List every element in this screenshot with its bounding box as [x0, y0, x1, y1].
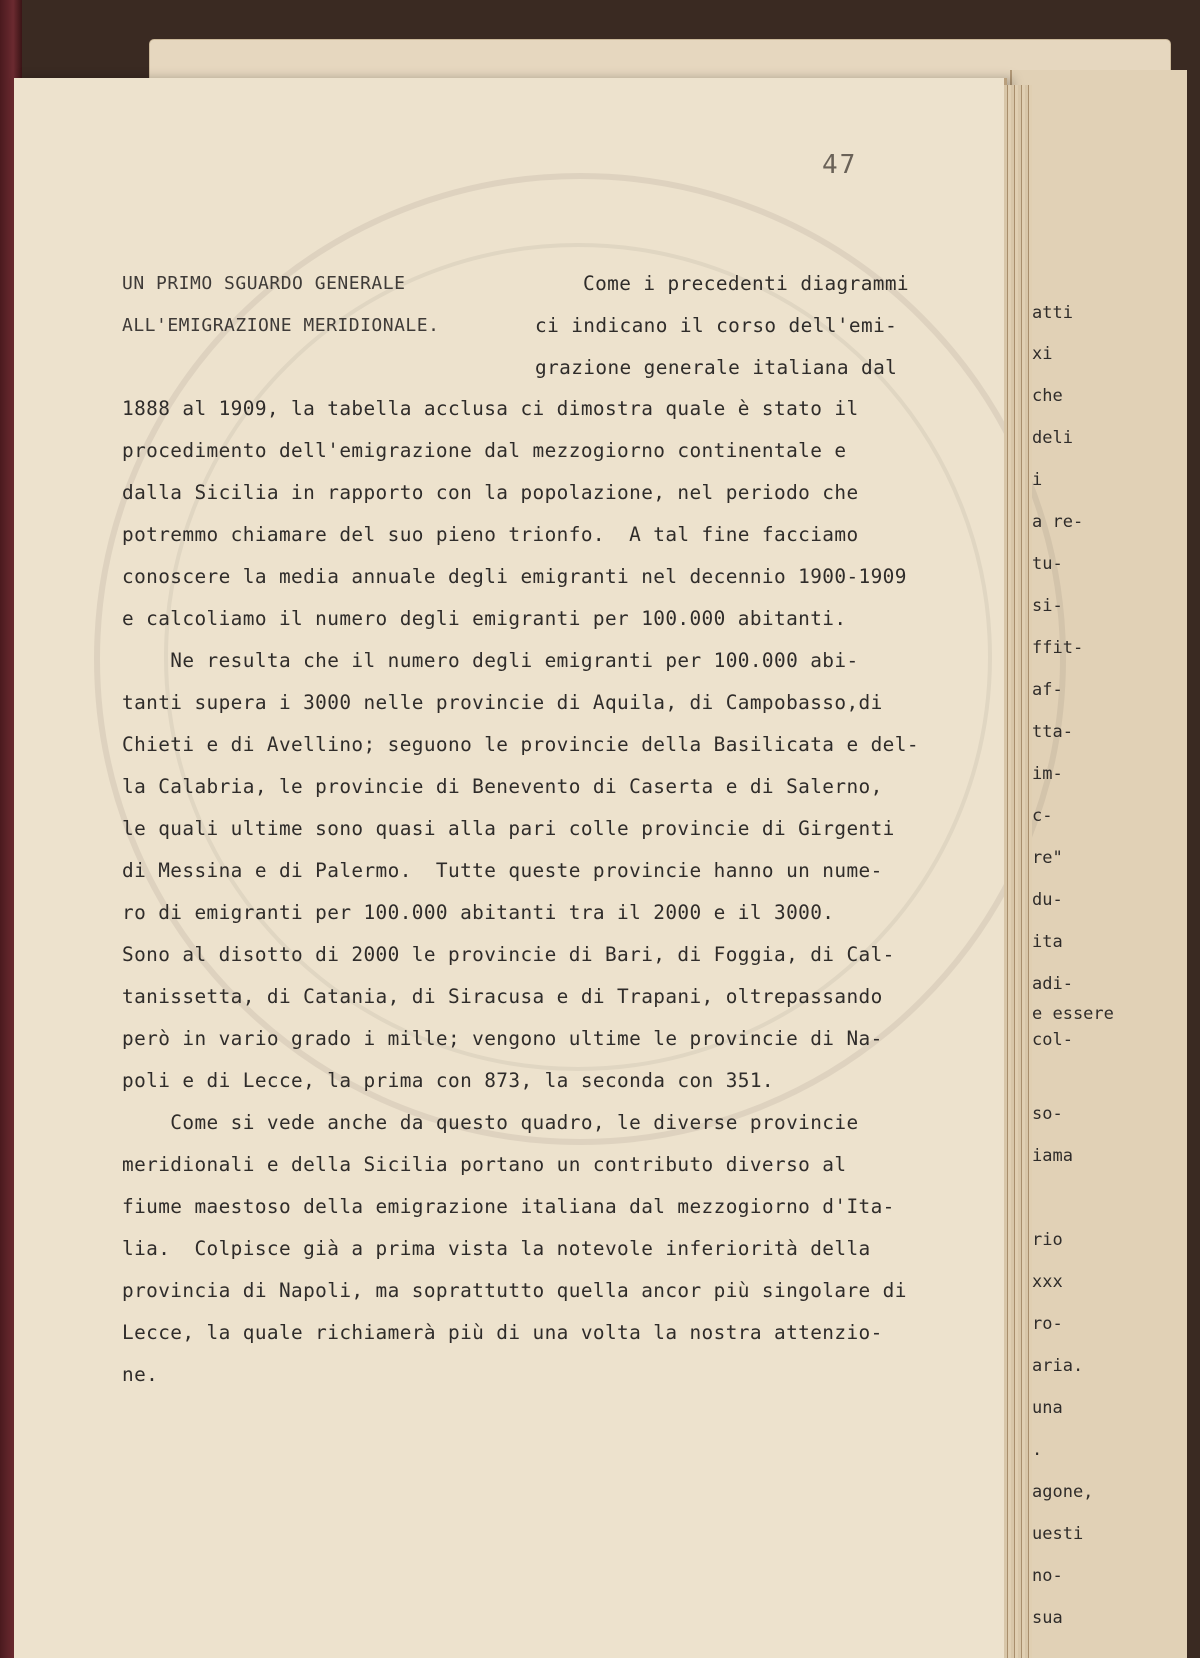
- margin-word: rio: [1032, 1230, 1063, 1250]
- text-line: Chieti e di Avellino; seguono le provincie della Basilicata e del-: [122, 733, 919, 756]
- margin-word: e essere: [1032, 1004, 1114, 1024]
- text-line: tanissetta, di Catania, di Siracusa e di Trapani, oltrepassando: [122, 985, 883, 1008]
- margin-word: so-: [1032, 1104, 1063, 1124]
- margin-word: i: [1032, 470, 1043, 490]
- text-line: conoscere la media annuale degli emigranti nel decennio 1900-1909: [122, 565, 907, 588]
- margin-word: ro-: [1032, 1314, 1063, 1334]
- margin-word: tta-: [1032, 722, 1073, 742]
- margin-word: du-: [1032, 890, 1063, 910]
- margin-word: una: [1032, 1398, 1063, 1418]
- margin-word: agone,: [1032, 1482, 1094, 1502]
- text-line: ro di emigranti per 100.000 abitanti tra il 2000 e il 3000.: [122, 901, 835, 924]
- margin-word: deli: [1032, 428, 1073, 448]
- text-line: procedimento dell'emigrazione dal mezzogiorno continentale e: [122, 439, 847, 462]
- text-line: ne.: [122, 1363, 159, 1386]
- margin-word: tu-: [1032, 554, 1063, 574]
- margin-word: no-: [1032, 1566, 1063, 1586]
- margin-word: adi-: [1032, 974, 1073, 994]
- margin-word: col-: [1032, 1030, 1073, 1050]
- text-line: le quali ultime sono quasi alla pari colle provincie di Girgenti: [122, 817, 895, 840]
- margin-word: uesti: [1032, 1524, 1084, 1544]
- text-line: tanti supera i 3000 nelle provincie di Aquila, di Campobasso,di: [122, 691, 883, 714]
- margin-word: a re-: [1032, 512, 1084, 532]
- margin-word: che: [1032, 386, 1063, 406]
- text-line: la Calabria, le provincie di Benevento di Caserta e di Salerno,: [122, 775, 883, 798]
- text-line: lia. Colpisce già a prima vista la notevole inferiorità della: [122, 1237, 871, 1260]
- margin-word: sua: [1032, 1608, 1063, 1628]
- text-line: dalla Sicilia in rapporto con la popolazione, nel periodo che: [122, 481, 859, 504]
- text-line: 1888 al 1909, la tabella acclusa ci dimostra quale è stato il: [122, 397, 859, 420]
- page-number: 47: [822, 150, 858, 180]
- margin-word: iama: [1032, 1146, 1073, 1166]
- text-line: meridionali e della Sicilia portano un contributo diverso al: [122, 1153, 847, 1176]
- margin-word: si-: [1032, 596, 1063, 616]
- text-line: e calcoliamo il numero degli emigranti per 100.000 abitanti.: [122, 607, 847, 630]
- margin-word: xi: [1032, 344, 1053, 364]
- text-line: Sono al disotto di 2000 le provincie di Bari, di Foggia, di Cal-: [122, 943, 895, 966]
- intro-line: grazione generale italiana dal: [535, 356, 898, 379]
- text-line: Come si vede anche da questo quadro, le diverse provincie: [122, 1111, 859, 1134]
- text-line: provincia di Napoli, ma soprattutto quella ancor più singolare di: [122, 1279, 907, 1302]
- margin-word: ffit-: [1032, 638, 1084, 658]
- intro-line: ci indicano il corso dell'emi-: [535, 314, 898, 337]
- margin-word: ita: [1032, 932, 1063, 952]
- page-stack-edges: [1004, 85, 1032, 1658]
- margin-word: c-: [1032, 806, 1053, 826]
- text-line: poli e di Lecce, la prima con 873, la seconda con 351.: [122, 1069, 775, 1092]
- margin-word: af-: [1032, 680, 1063, 700]
- text-line: però in vario grado i mille; vengono ultime le provincie di Na-: [122, 1027, 883, 1050]
- margin-word: atti: [1032, 303, 1073, 323]
- text-line: di Messina e di Palermo. Tutte queste provincie hanno un nume-: [122, 859, 883, 882]
- heading-line-2: ALL'EMIGRAZIONE MERIDIONALE.: [122, 315, 440, 336]
- margin-word: re": [1032, 848, 1063, 868]
- heading-line-1: UN PRIMO SGUARDO GENERALE: [122, 273, 406, 294]
- text-line: Lecce, la quale richiamerà più di una volta la nostra attenzio-: [122, 1321, 883, 1344]
- text-line: fiume maestoso della emigrazione italiana dal mezzogiorno d'Ita-: [122, 1195, 895, 1218]
- text-line: potremmo chiamare del suo pieno trionfo. A tal fine facciamo: [122, 523, 859, 546]
- margin-word: .: [1032, 1440, 1043, 1460]
- margin-word: xxx: [1032, 1272, 1063, 1292]
- text-line: Ne resulta che il numero degli emigranti per 100.000 abi-: [122, 649, 859, 672]
- margin-word: aria.: [1032, 1356, 1084, 1376]
- intro-line: Come i precedenti diagrammi: [583, 272, 910, 295]
- margin-word: im-: [1032, 764, 1063, 784]
